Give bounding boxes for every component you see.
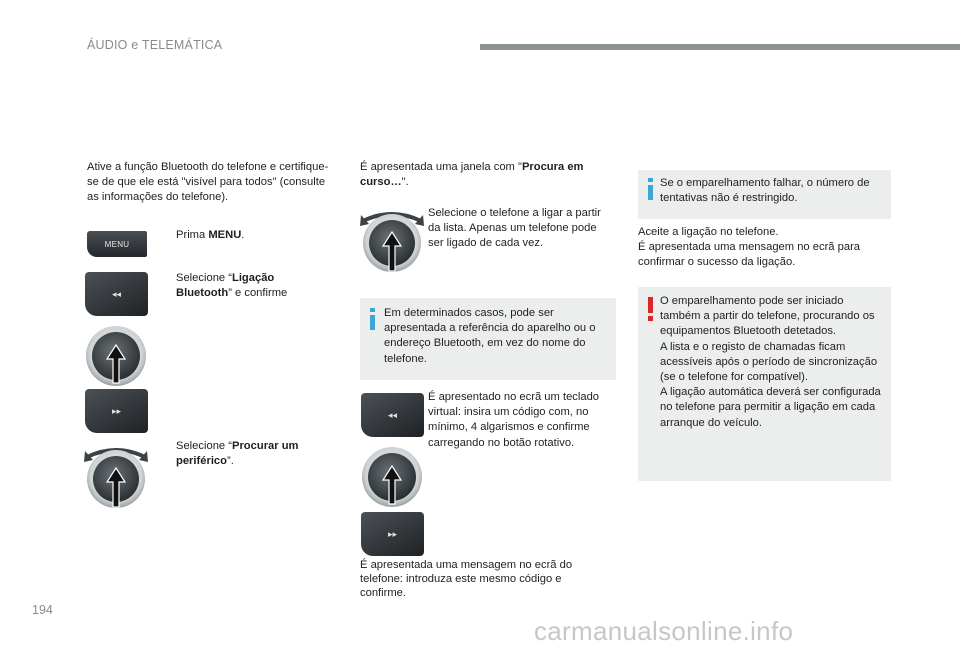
info-note <box>360 298 616 380</box>
select-phone-text: Selecione o telefone a ligar a partir da lista. Apenas um telefone pode ser ligado de cada vez. <box>428 207 601 250</box>
knob-press-icon <box>361 446 425 508</box>
header-bar <box>480 44 960 50</box>
step-bluetooth: Selecione “Ligação Bluetooth” e confirme <box>176 272 288 300</box>
knob-rotate-icon <box>361 205 425 273</box>
info-icon <box>369 308 377 330</box>
watermark: carmanualsonline.info <box>534 616 794 646</box>
message-text: É apresentada uma mensagem no ecrã do telefone: introduza este mesmo código e confirme. <box>360 559 573 599</box>
warning-note <box>638 287 891 481</box>
info-note-failure-text: Se o emparelhamento falhar, o número de tentativas não é restringido. <box>660 177 870 205</box>
skip-forward-icon: ▸▸ <box>85 389 148 433</box>
knob-rotate-icon <box>85 441 149 509</box>
knob-press-icon <box>85 325 149 387</box>
step-menu: Prima MENU. <box>176 229 245 241</box>
page-number: 194 <box>32 603 53 617</box>
info-icon <box>647 178 655 200</box>
menu-button-icon: MENU <box>87 231 147 257</box>
accept-message-text: É apresentada uma mensagem no ecrã para confirmar o sucesso da ligação. <box>638 241 861 269</box>
accept-text: Aceite a ligação no telefone. <box>638 226 779 238</box>
info-note-failure <box>638 170 891 219</box>
skip-back-icon: ◂◂ <box>85 272 148 316</box>
info-note-text: Em determinados casos, pode ser apresentada a referência do aparelho ou o endereço Bluetooth, em vez do nome do telefone. <box>384 307 596 365</box>
step-search: Selecione “Procurar um periférico”. <box>176 440 299 468</box>
window-text: É apresentada uma janela com "Procura em curso…". <box>360 161 584 189</box>
section-title: ÁUDIO e TELEMÁTICA <box>87 38 223 52</box>
keyboard-text: É apresentado no ecrã um teclado virtual: insira um código com, no mínimo, 4 algarismos e confirme carregando no botão rotativo. <box>428 391 600 449</box>
intro-text: Ative a função Bluetooth do telefone e certifique-se de que ele está "visível para todos" (consulte as informações do telefone). <box>87 161 329 204</box>
skip-forward-icon: ▸▸ <box>361 512 424 556</box>
warning-text: O emparelhamento pode ser iniciado também a partir do telefone, procurando os equipamentos Bluetooth detetados. A lista e o registo de chamadas ficam acessíveis após o período de sincronização (se o telefone for compatível). A ligação automática deverá ser configurada no telefone para permitir a ligação em cada arranque do veículo. <box>660 295 881 429</box>
skip-back-icon: ◂◂ <box>361 393 424 437</box>
warning-icon <box>647 297 655 321</box>
